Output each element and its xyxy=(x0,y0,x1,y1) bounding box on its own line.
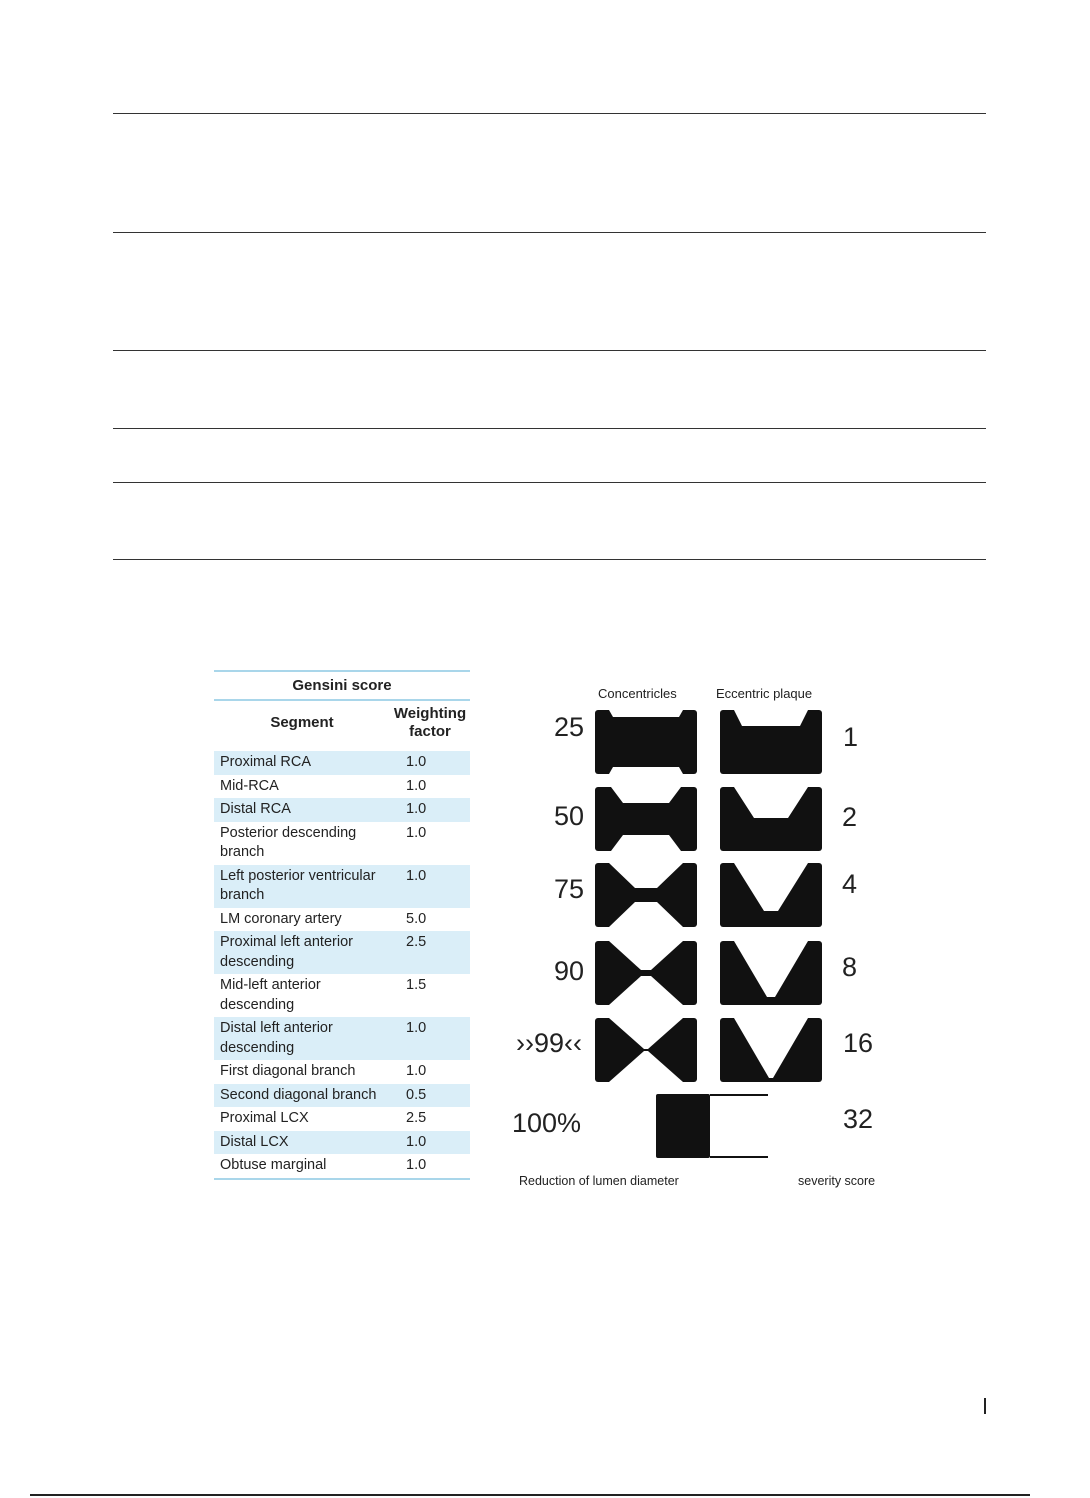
table-row xyxy=(214,751,470,775)
gensini-score-table xyxy=(214,670,470,1180)
weighting-factor-cell: 2.5 xyxy=(406,1110,427,1126)
table-row xyxy=(214,974,470,1017)
reduction-label: ››99‹‹ xyxy=(516,1028,582,1058)
severity-score-label: 32 xyxy=(843,1104,874,1134)
concentric-stenosis-75-symbol xyxy=(595,863,697,927)
eccentric-plaque-50-symbol xyxy=(720,787,822,851)
eccentric-plaque-25-symbol xyxy=(720,710,822,774)
weighting-factor-cell: 1.0 xyxy=(390,1154,470,1179)
segment-column-header: Segment xyxy=(270,714,334,731)
weighting-factor-cell: 1.5 xyxy=(406,977,427,993)
weighting-factor-cell: 0.5 xyxy=(390,1084,470,1108)
table-rule xyxy=(113,482,986,483)
segment-cell: Distal left anterior descending xyxy=(214,1017,390,1060)
table-rule xyxy=(113,428,986,429)
table-row xyxy=(214,931,470,974)
segment-cell: Proximal LCX xyxy=(220,1110,309,1126)
table-row xyxy=(214,822,470,865)
table-row xyxy=(214,775,470,799)
segment-cell: Proximal RCA xyxy=(214,751,390,775)
eccentric-column-label: Eccentric plaque xyxy=(716,686,813,701)
table-rule xyxy=(113,559,986,560)
weighting-factor-cell: 1.0 xyxy=(390,751,470,775)
weighting-factor-cell: 1.0 xyxy=(406,824,427,841)
table-row xyxy=(214,1017,470,1060)
segment-cell: LM coronary artery xyxy=(220,910,342,927)
segment-cell: Proximal left anterior descending xyxy=(214,931,390,974)
eccentric-plaque-99-symbol xyxy=(720,1018,822,1082)
weighting-factor-cell: 1.0 xyxy=(390,798,470,822)
weighting-factor-cell: 5.0 xyxy=(406,910,427,927)
concentric-stenosis-90-symbol xyxy=(595,941,697,1005)
weighting-header-line2: factor xyxy=(409,723,451,740)
table-row xyxy=(214,908,470,932)
severity-score-label: 16 xyxy=(843,1028,874,1058)
table-row xyxy=(214,798,470,822)
page-margin-mark xyxy=(984,1398,986,1414)
weighting-factor-cell: 1.0 xyxy=(390,865,470,908)
table-row xyxy=(214,1154,470,1179)
weighting-factor-column-header xyxy=(390,700,470,751)
concentric-stenosis-99-symbol xyxy=(595,1018,697,1082)
reduction-label: 50 xyxy=(554,801,585,831)
reduction-label: 25 xyxy=(554,712,585,742)
total-occlusion-symbol xyxy=(656,1094,768,1158)
severity-score-label: 4 xyxy=(842,869,858,899)
segment-cell: Second diagonal branch xyxy=(214,1084,390,1108)
table-row xyxy=(214,1131,470,1155)
segment-cell: Distal LCX xyxy=(214,1131,390,1155)
segment-cell: First diagonal branch xyxy=(220,1063,356,1079)
segment-cell: Distal RCA xyxy=(214,798,390,822)
table-row xyxy=(214,1060,470,1084)
reduction-label: 90 xyxy=(554,956,585,986)
eccentric-plaque-75-symbol xyxy=(720,863,822,927)
weighting-factor-cell: 1.0 xyxy=(390,1017,470,1060)
segment-cell: Left posterior ventricular branch xyxy=(214,865,390,908)
reduction-axis-label: Reduction of lumen diameter xyxy=(519,1174,679,1188)
table-rule xyxy=(113,350,986,351)
weighting-factor-cell: 1.0 xyxy=(406,1063,427,1079)
reduction-label: 75 xyxy=(554,874,585,904)
segment-cell: Posterior descending branch xyxy=(220,824,357,860)
segment-cell: Mid-left anterior descending xyxy=(220,977,321,1013)
segment-cell: Obtuse marginal xyxy=(214,1154,390,1179)
concentric-stenosis-25-symbol xyxy=(595,710,697,774)
weighting-factor-cell: 1.0 xyxy=(406,777,427,794)
reduction-label: 100% xyxy=(512,1108,582,1138)
concentric-column-label: Concentricles xyxy=(598,686,677,701)
weighting-header-line1: Weighting xyxy=(393,705,467,722)
concentric-stenosis-50-symbol xyxy=(595,787,697,851)
severity-score-axis-label: severity score xyxy=(798,1174,876,1188)
table-rule xyxy=(113,232,986,233)
segment-cell: Mid-RCA xyxy=(220,777,279,794)
footer-rule xyxy=(30,1494,1030,1496)
severity-score-label: 2 xyxy=(842,802,858,832)
table-row xyxy=(214,1107,470,1131)
weighting-factor-cell: 2.5 xyxy=(390,931,470,974)
gensini-table-title: Gensini score xyxy=(214,671,470,700)
table-row xyxy=(214,1084,470,1108)
table-rule xyxy=(113,113,986,114)
weighting-factor-cell: 1.0 xyxy=(390,1131,470,1155)
eccentric-plaque-90-symbol xyxy=(720,941,822,1005)
severity-score-label: 1 xyxy=(843,722,859,752)
table-row xyxy=(214,865,470,908)
severity-score-label: 8 xyxy=(842,952,858,982)
